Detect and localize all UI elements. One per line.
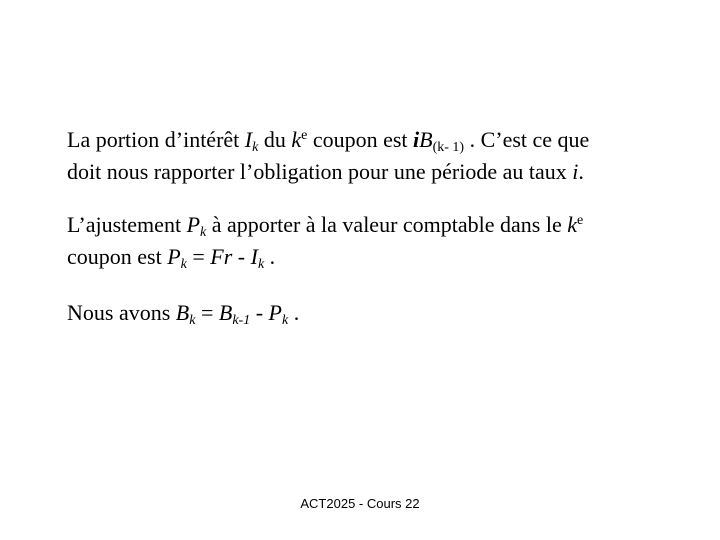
symbol-p: P	[167, 244, 181, 269]
paragraph1-line1	[67, 124, 589, 156]
text: .	[288, 300, 300, 325]
paragraph2-line2	[67, 241, 583, 273]
symbol-k: k	[291, 127, 302, 152]
text: du	[258, 127, 292, 152]
text: .	[264, 244, 276, 269]
paragraph-adjustment	[67, 209, 583, 273]
symbol-i-capital: I	[244, 127, 253, 152]
text: =	[186, 244, 211, 269]
text: coupon est	[67, 244, 168, 269]
text: -	[232, 244, 251, 269]
symbol-i: i	[572, 159, 579, 184]
symbol-k: k	[252, 140, 259, 155]
paragraph-book-value	[67, 297, 299, 329]
text: La portion d’intérêt	[67, 127, 245, 152]
symbol-k: k	[257, 257, 265, 272]
subscript-k-minus-1	[232, 313, 250, 328]
symbol-k: k	[567, 212, 578, 237]
paragraph1-line2	[67, 156, 589, 188]
symbol-k: k	[180, 257, 187, 272]
text: Nous avons	[67, 300, 176, 325]
paragraph2-line1	[67, 209, 583, 241]
superscript-e: e	[301, 128, 308, 143]
paragraph3-line1	[67, 297, 299, 329]
text: -	[250, 300, 269, 325]
text: L’ajustement	[67, 212, 187, 237]
symbol-k: k	[200, 225, 207, 240]
symbol-b: B	[218, 300, 233, 325]
symbol-i: i	[413, 127, 420, 152]
text: .	[578, 159, 584, 184]
paragraph-interest-portion	[67, 124, 589, 188]
subscript-k-minus-1: (k- 1)	[432, 140, 465, 155]
symbol-i-capital: I	[250, 244, 258, 269]
symbol-b: B	[175, 300, 190, 325]
text: doit nous rapporter l’obligation pour une période au taux	[67, 159, 573, 184]
text: =	[195, 300, 219, 325]
symbol-k: k	[189, 313, 196, 328]
symbol-k: k	[282, 313, 289, 328]
symbol-k-minus-1: k-1	[232, 313, 251, 328]
symbol-fr: Fr	[210, 244, 233, 269]
text: à apporter à la valeur comptable dans le	[206, 212, 568, 237]
superscript-e: e	[577, 213, 584, 228]
symbol-b: B	[419, 127, 433, 152]
text: . C’est ce que	[464, 127, 590, 152]
symbol-p: P	[268, 300, 282, 325]
slide-footer: ACT2025 - Cours 22	[300, 496, 420, 511]
text: coupon est	[307, 127, 414, 152]
symbol-p: P	[186, 212, 201, 237]
